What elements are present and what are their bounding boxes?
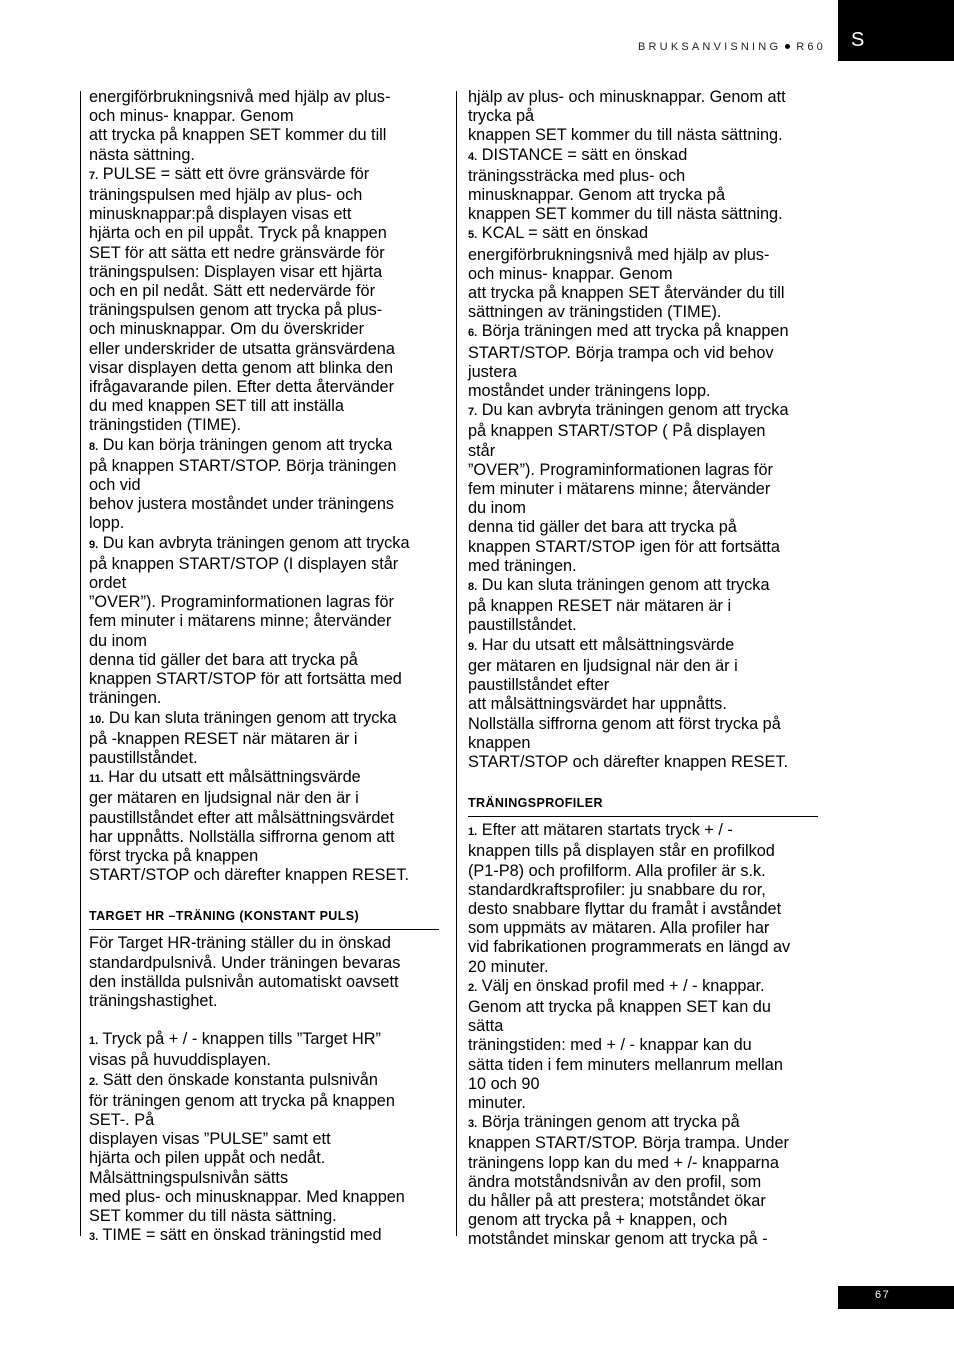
list-item [468, 146, 818, 225]
item-text: Börja träningen med att trycka på knappen START/STOP. Börja trampa och vid behov justera moståndet under träningens lopp. [468, 322, 789, 401]
list-item [89, 1030, 439, 1070]
item-number: 10. [89, 713, 105, 726]
list-item [89, 709, 439, 769]
page-number-tab [838, 1286, 954, 1309]
item-number: 7. [89, 169, 99, 182]
item-text: Du kan börja träningen genom att trycka på knappen START/STOP. Börja träningen och vid behov justera moståndet under träningens lopp. [89, 435, 397, 533]
list-item [89, 165, 439, 436]
item-text: PULSE = sätt ett övre gränsvärde för träningspulsen med hjälp av plus- och minusknappar:på displayen visas ett hjärta och en pil uppåt. Tryck på knappen SET för att sätta ett nedre gränsvärde för träningspulsen: Displayen visar ett hjärta och en pil nedåt. Sätt ett nedervärde för träningspulsen genom att trycka på plus- och minusknappar. Om du överskrider eller underskrider de utsatta gränsvärdena visar displayen detta genom att blinka den ifrågavarande pilen. Efter detta återvänder du med knappen SET till att inställa träningstiden (TIME). [89, 164, 395, 435]
item-text: Har du utsatt ett målsättningsvärde ger mätaren en ljudsignal när den är i paustillståndet efter att målsättningsvärdet har uppnåtts. Nollställa siffrorna genom att först trycka på knappen START/STOP och därefter knappen RESET. [89, 768, 410, 885]
item-text: KCAL = sätt en önskad energiförbrukningsnivå med hjälp av plus- och minus- knappar. Genom att trycka på knappen SET återvänder du till sättningen av träningstiden (TIME). [468, 224, 785, 322]
right-column [468, 88, 818, 1250]
item-number: 8. [89, 440, 99, 453]
list-item [468, 576, 818, 636]
item-text: Du kan sluta träningen genom att trycka på knappen RESET när mätaren är i paustillståndet. [468, 576, 770, 635]
item-number: 2. [468, 981, 478, 994]
running-header [638, 41, 826, 53]
item-text: Börja träningen genom att trycka på knappen START/STOP. Börja trampa. Under träningens lopp kan du med + /- knapparna ändra motståndsnivån av den profil, som du håller på att prestera; motståndet ökar genom att trycka på + knappen, och motståndet minskar genom att trycka på - [468, 1113, 789, 1249]
item-text: Efter att mätaren startats tryck + / - knappen tills på displayen står en profilkod (P1-P8) och profilform. Alla profiler är s.k. standardkraftsprofiler: ju snabbare du ror, desto snabbare flyttar du framåt i avståndet som uppmäts av mätaren. Alla profiler har vid fabrikationen programmerats en längd av 20 minuter. [468, 821, 791, 976]
item-text: Sätt den önskade konstanta pulsnivån för träningen genom att trycka på knappen SET-. På displayen visas ”PULSE” samt ett hjärta och pilen uppåt och nedåt. Målsättningspulsnivån sätts med plus- och minusknappar. Med knappen SET kommer du till nästa sättning. [89, 1070, 405, 1225]
item-text: Du kan avbryta träningen genom att trycka på knappen START/STOP (I displayen står ordet ”OVER”). Programinformationen lagras för fem minuter i mätarens minne; återvänder du inom denna tid gäller det bara att trycka på knappen START/STOP för att fortsätta med träningen. [89, 533, 410, 708]
item-number: 5. [468, 229, 478, 242]
left-column [89, 88, 439, 1247]
list-item [89, 534, 439, 709]
item-text: Du kan sluta träningen genom att trycka på -knappen RESET när mätaren är i paustillståndet. [89, 708, 397, 767]
list-item [468, 977, 818, 1113]
list-item [468, 224, 818, 322]
item-text: DISTANCE = sätt en önskad träningssträcka med plus- och minusknappar. Genom att trycka på knappen SET kommer du till nästa sättning. [468, 145, 783, 224]
left-intro: energiförbrukningsnivå med hjälp av plus- och minus- knappar. Genom att trycka på knappen SET kommer du till nästa sättning. [89, 88, 391, 164]
list-item [468, 401, 818, 576]
right-column-rule [456, 91, 457, 1236]
item-text: Välj en önskad profil med + / - knappar. Genom att trycka på knappen SET kan du sätta träningstiden: med + / - knappar kan du sätta tiden i fem minuters mellanrum mellan 10 och 90 minuter. [468, 976, 783, 1112]
item-number: 3. [468, 1118, 478, 1131]
item-number: 3. [89, 1231, 99, 1244]
list-item [468, 821, 818, 977]
list-item [89, 436, 439, 534]
bullet-dot-icon [785, 44, 790, 49]
page-number: 67 [875, 1289, 891, 1301]
item-number: 6. [468, 327, 478, 340]
item-number: 7. [468, 406, 478, 419]
list-item [468, 1113, 818, 1249]
language-code: S [851, 29, 865, 51]
section-heading-training-profiles: TRÄNINGSPROFILER [468, 795, 818, 817]
item-number: 1. [89, 1035, 99, 1048]
model-label: R60 [796, 41, 826, 53]
item-number: 8. [468, 581, 478, 594]
list-item [89, 768, 439, 885]
list-item [468, 636, 818, 772]
item-number: 4. [468, 150, 478, 163]
section-heading-target-hr: TARGET HR –TRÄNING (KONSTANT PULS) [89, 908, 439, 930]
item-number: 1. [468, 826, 478, 839]
item-number: 9. [468, 640, 478, 653]
manual-label: BRUKSANVISNING [638, 41, 782, 53]
item-number: 11. [89, 773, 104, 786]
item-number: 9. [89, 538, 99, 551]
section-intro: För Target HR-träning ställer du in önskad standardpulsnivå. Under träningen bevaras den inställda pulsnivån automatiskt oavsett träningshastighet. [89, 934, 401, 1010]
right-intro: hjälp av plus- och minusknappar. Genom att trycka på knappen SET kommer du till nästa sättning. [468, 88, 786, 145]
item-text: Du kan avbryta träningen genom att trycka på knappen START/STOP ( På displayen står ”OVER”). Programinformationen lagras för fem minuter i mätarens minne; återvänder du inom denna tid gäller det bara att trycka på knappen START/STOP igen för att fortsätta med träningen. [468, 401, 789, 575]
left-column-rule [80, 91, 81, 1236]
list-item [89, 1071, 439, 1227]
item-text: TIME = sätt en önskad träningstid med [98, 1226, 382, 1245]
list-item [468, 322, 818, 401]
item-number: 2. [89, 1075, 99, 1088]
language-tab [838, 0, 954, 61]
item-text: Har du utsatt ett målsättningsvärde ger mätaren en ljudsignal när den är i paustillståndet efter att målsättningsvärdet har uppnåtts. Nollställa siffrorna genom att först trycka på knappen START/STOP och därefter knappen RESET. [468, 635, 789, 771]
item-text: Tryck på + / - knappen tills ”Target HR” visas på huvuddisplayen. [89, 1030, 381, 1070]
list-item [89, 1226, 439, 1247]
paragraph-gap [89, 1011, 439, 1030]
